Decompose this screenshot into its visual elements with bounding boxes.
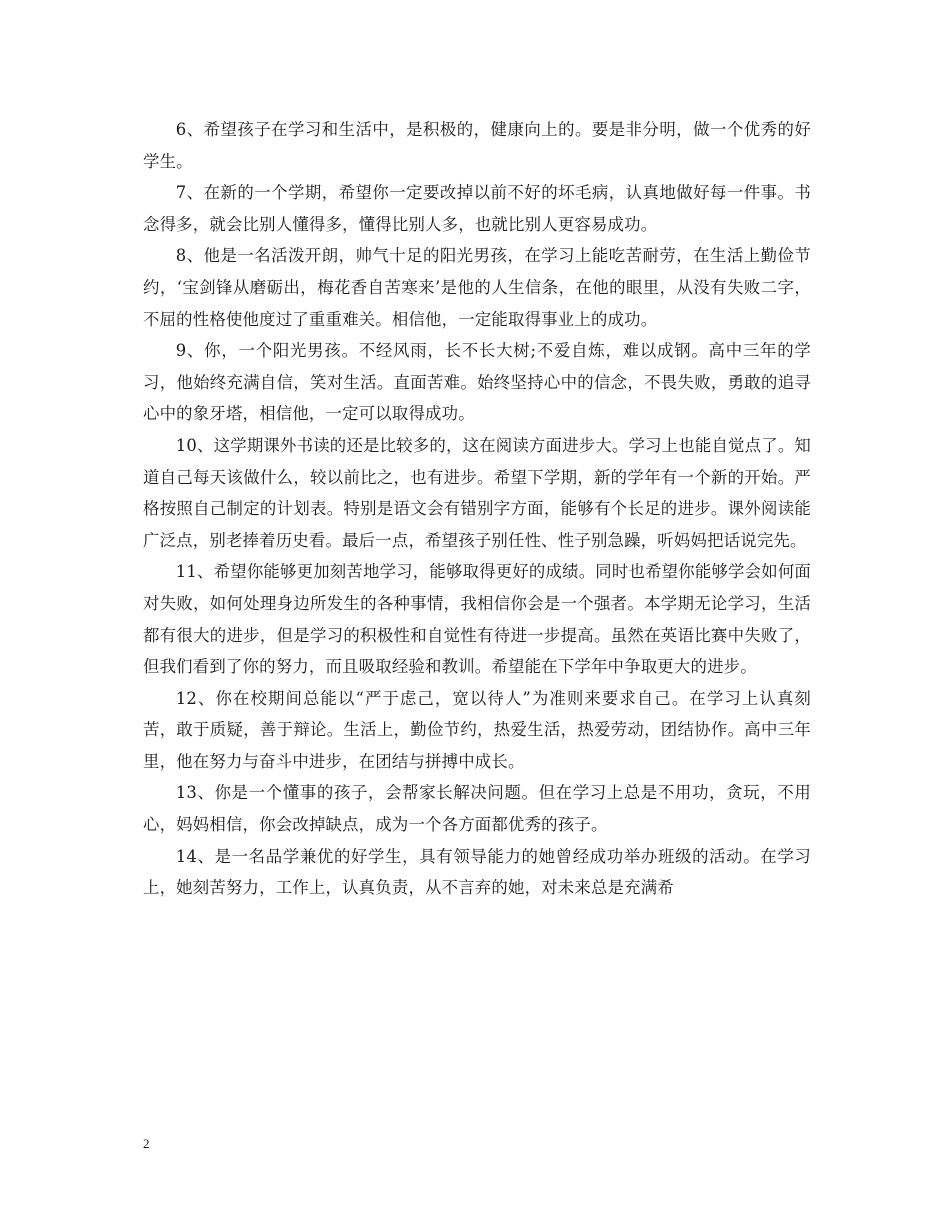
- paragraph-13: 13、你是一个懂事的孩子，会帮家长解决问题。但在学习上总是不用功，贪玩，不用心，妈妈相信，你会改掉缺点，成为一个各方面都优秀的孩子。: [143, 783, 811, 835]
- paragraph-11: 11、希望你能够更加刻苦地学习，能够取得更好的成绩。同时也希望你能够学会如何面对失败，如何处理身边所发生的各种事情，我相信你会是一个强者。本学期无论学习，生活都有很大的进步，但是学习的积极性和自觉性有待进一步提高。虽然在英语比赛中失败了，但我们看到了你的努力，而且吸取经验和教训。希望能在下学年中争取更大的进步。: [143, 562, 811, 677]
- page-number: 2: [143, 1136, 150, 1151]
- paragraph-10: 10、这学期课外书读的还是比较多的，这在阅读方面进步大。学习上也能自觉点了。知道自己每天该做什么，较以前比之，也有进步。希望下学期，新的学年有一个新的开始。严格按照自己制定的计划表。特别是语文会有错别字方面，能够有个长足的进步。课外阅读能广泛点，别老捧着历史看。最后一点，希望孩子别任性、性子别急躁，听妈妈把话说完先。: [143, 435, 811, 550]
- paragraph-12: 12、你在校期间总能以“严于虑己，宽以待人”为准则来要求自己。在学习上认真刻苦，敢于质疑，善于辩论。生活上，勤俭节约，热爱生活，热爱劳动，团结协作。高中三年里，他在努力与奋斗中进步，在团结与拼搏中成长。: [143, 688, 811, 771]
- paragraph-6: 6、希望孩子在学习和生活中，是积极的，健康向上的。要是非分明，做一个优秀的好学生。: [143, 120, 811, 171]
- paragraph-8: 8、他是一名活泼开朗，帅气十足的阳光男孩，在学习上能吃苦耐劳，在生活上勤俭节约，‘宝剑锋从磨砺出，梅花香自苦寒来’是他的人生信条，在他的眼里，从没有失败二字，不屈的性格使他度过了重重难关。相信他，一定能取得事业上的成功。: [143, 246, 811, 329]
- paragraph-9: 9、你，一个阳光男孩。不经风雨，长不长大树;不爱自炼，难以成钢。高中三年的学习，他始终充满自信，笑对生活。直面苦难。始终坚持心中的信念，不畏失败，勇敢的追寻心中的象牙塔，相信他，一定可以取得成功。: [143, 341, 811, 424]
- document-body: [143, 114, 811, 904]
- paragraph-7: 7、在新的一个学期，希望你一定要改掉以前不好的坏毛病，认真地做好每一件事。书念得多，就会比别人懂得多，懂得比别人多，也就比别人更容易成功。: [143, 183, 811, 234]
- paragraph-14: 14、是一名品学兼优的好学生，具有领导能力的她曾经成功举办班级的活动。在学习上，她刻苦努力，工作上，认真负责，从不言弃的她，对未来总是充满希: [143, 846, 811, 898]
